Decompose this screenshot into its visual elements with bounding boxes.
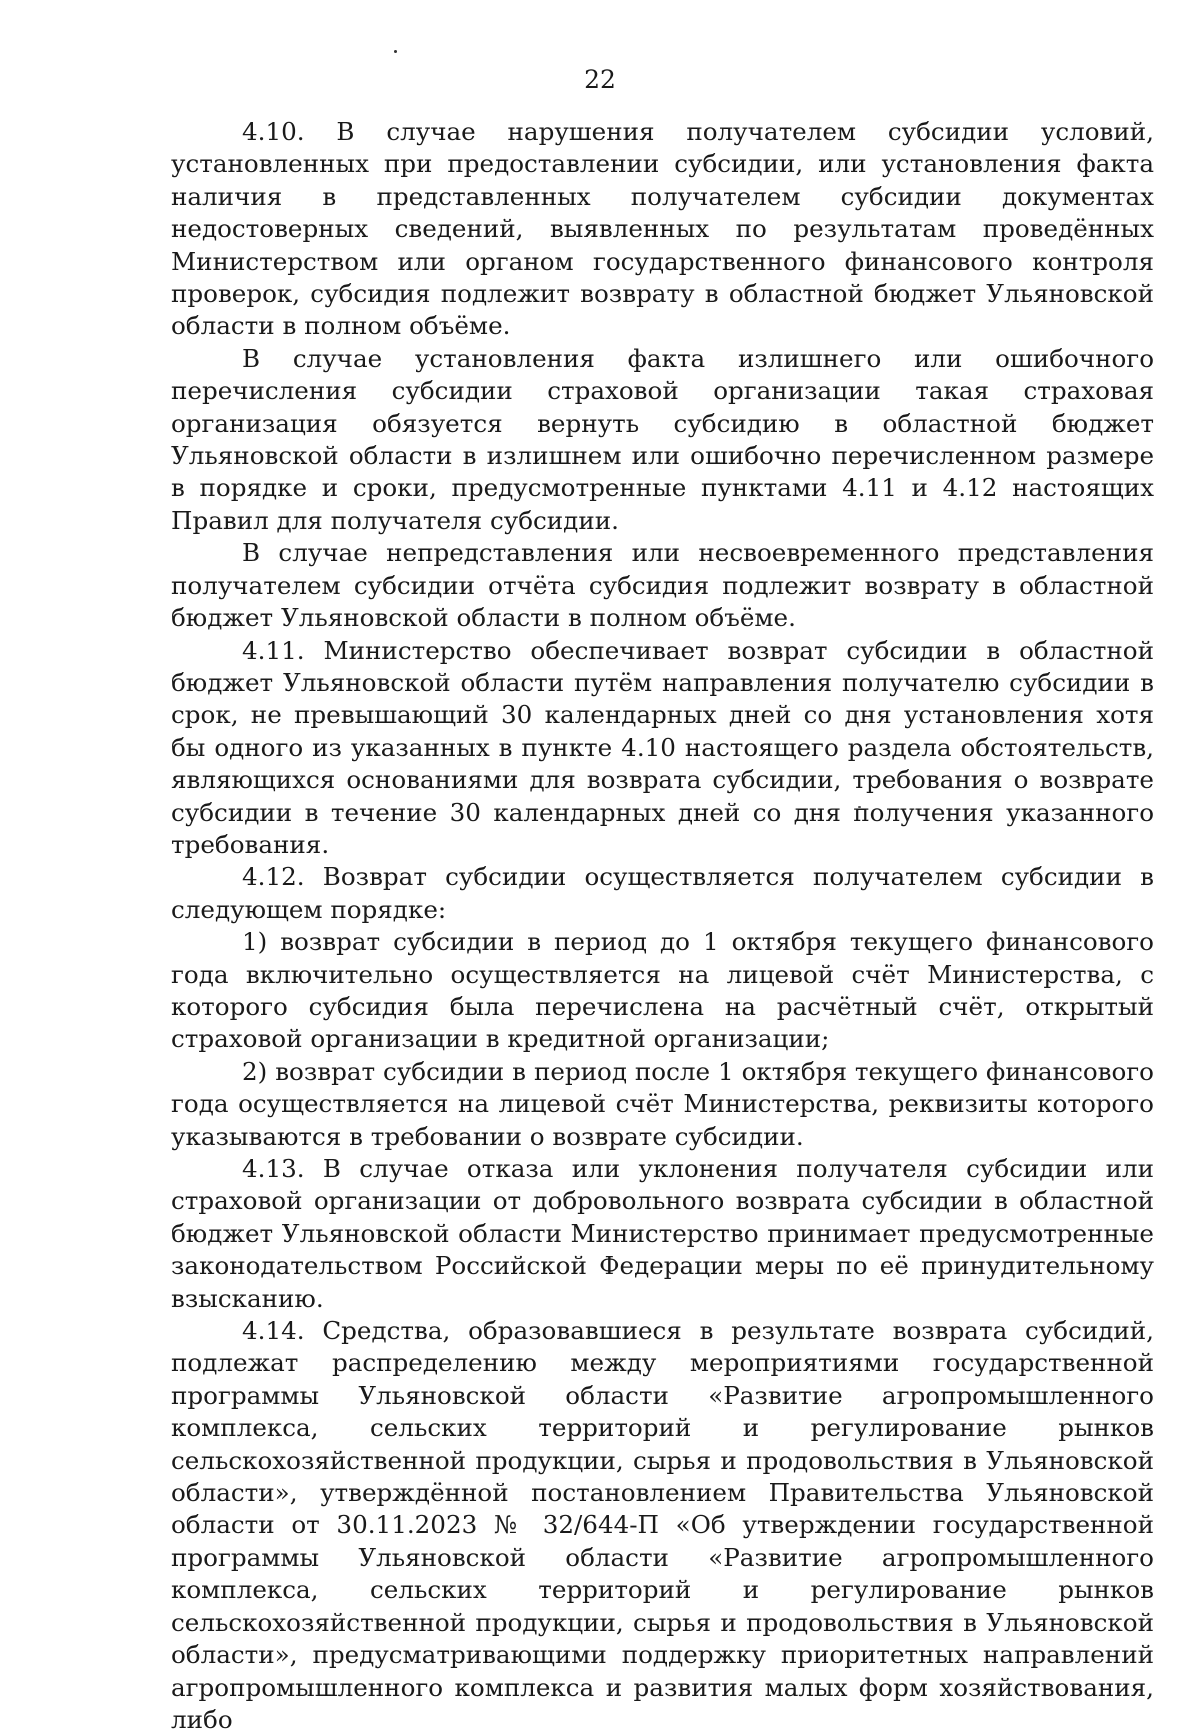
paragraph-4-14: 4.14. Средства, образовавшиеся в результате возврата субсидий, подлежат распределению между мероприятиями государственной программы Ульяновской области «Развитие агропромышленного комплекса, сельских территорий и регулирование рынков сельскохозяйственной продукции, сырья и продовольствия в Ульяновской области», утверждённой постановлением Правительства Ульяновской области от 30.11.2023 № 32/644-П «Об утверждении государственной программы Ульяновской области «Развитие агропромышленного комплекса, сельских территорий и регулирование рынков сельскохозяйственной продукции, сырья и продовольствия в Ульяновской области», предусматривающими поддержку приоритетных направлений агропромышленного комплекса и развития малых форм хозяйствования, либо xyxy=(171,1316,1154,1734)
paragraph-4-10: 4.10. В случае нарушения получателем субсидии условий, установленных при предоставлении субсидии, или установления факта наличия в представленных получателем субсидии документах недостоверных сведений, выявленных по результатам проведённых Министерством или органом государственного финансового контроля проверок, субсидия подлежит возврату в областной бюджет Ульяновской области в полном объёме. xyxy=(171,117,1154,341)
document-body xyxy=(171,116,1154,1736)
paragraph-excess-transfer: В случае установления факта излишнего или ошибочного перечисления субсидии страховой организации такая страховая организация обязуется вернуть субсидию в областной бюджет Ульяновской области в излишнем или ошибочно перечисленном размере в порядке и сроки, предусмотренные пунктами 4.11 и 4.12 настоящих Правил для получателя субсидии. xyxy=(171,343,1154,535)
list-item-1: 1) возврат субсидии в период до 1 октября текущего финансового года включительно осуществляется на лицевой счёт Министерства, с которого субсидия была перечислена на расчётный счёт, открытый страховой организации в кредитной организации; xyxy=(171,927,1154,1054)
paragraph-4-13: 4.13. В случае отказа или уклонения получателя субсидии или страховой организации от добровольного возврата субсидии в областной бюджет Ульяновской области Министерство принимает предусмотренные законодательством Российской Федерации меры по её принудительному взысканию. xyxy=(171,1154,1154,1313)
page-number: 22 xyxy=(584,65,616,94)
scan-speck xyxy=(394,50,397,53)
paragraph-4-12: 4.12. Возврат субсидии осуществляется получателем субсидии в следующем порядке: xyxy=(171,862,1154,924)
list-item-2: 2) возврат субсидии в период после 1 октября текущего финансового года осуществляется на лицевой счёт Министерства, реквизиты которого указываются в требовании о возврате субсидии. xyxy=(171,1056,1154,1151)
paragraph-4-11: 4.11. Министерство обеспечивает возврат субсидии в областной бюджет Ульяновской области путём направления получателю субсидии в срок, не превышающий 30 календарных дней со дня установления хотя бы одного из указанных в пункте 4.10 настоящего раздела обстоятельств, являющихся основаниями для возврата субсидии, требования о возврате субсидии в течение 30 календарных дней со дня получения указанного требования. xyxy=(171,635,1154,859)
paragraph-report-failure: В случае непредставления или несвоевременного представления получателем субсидии отчёта субсидия подлежит возврату в областной бюджет Ульяновской области в полном объёме. xyxy=(171,538,1154,633)
